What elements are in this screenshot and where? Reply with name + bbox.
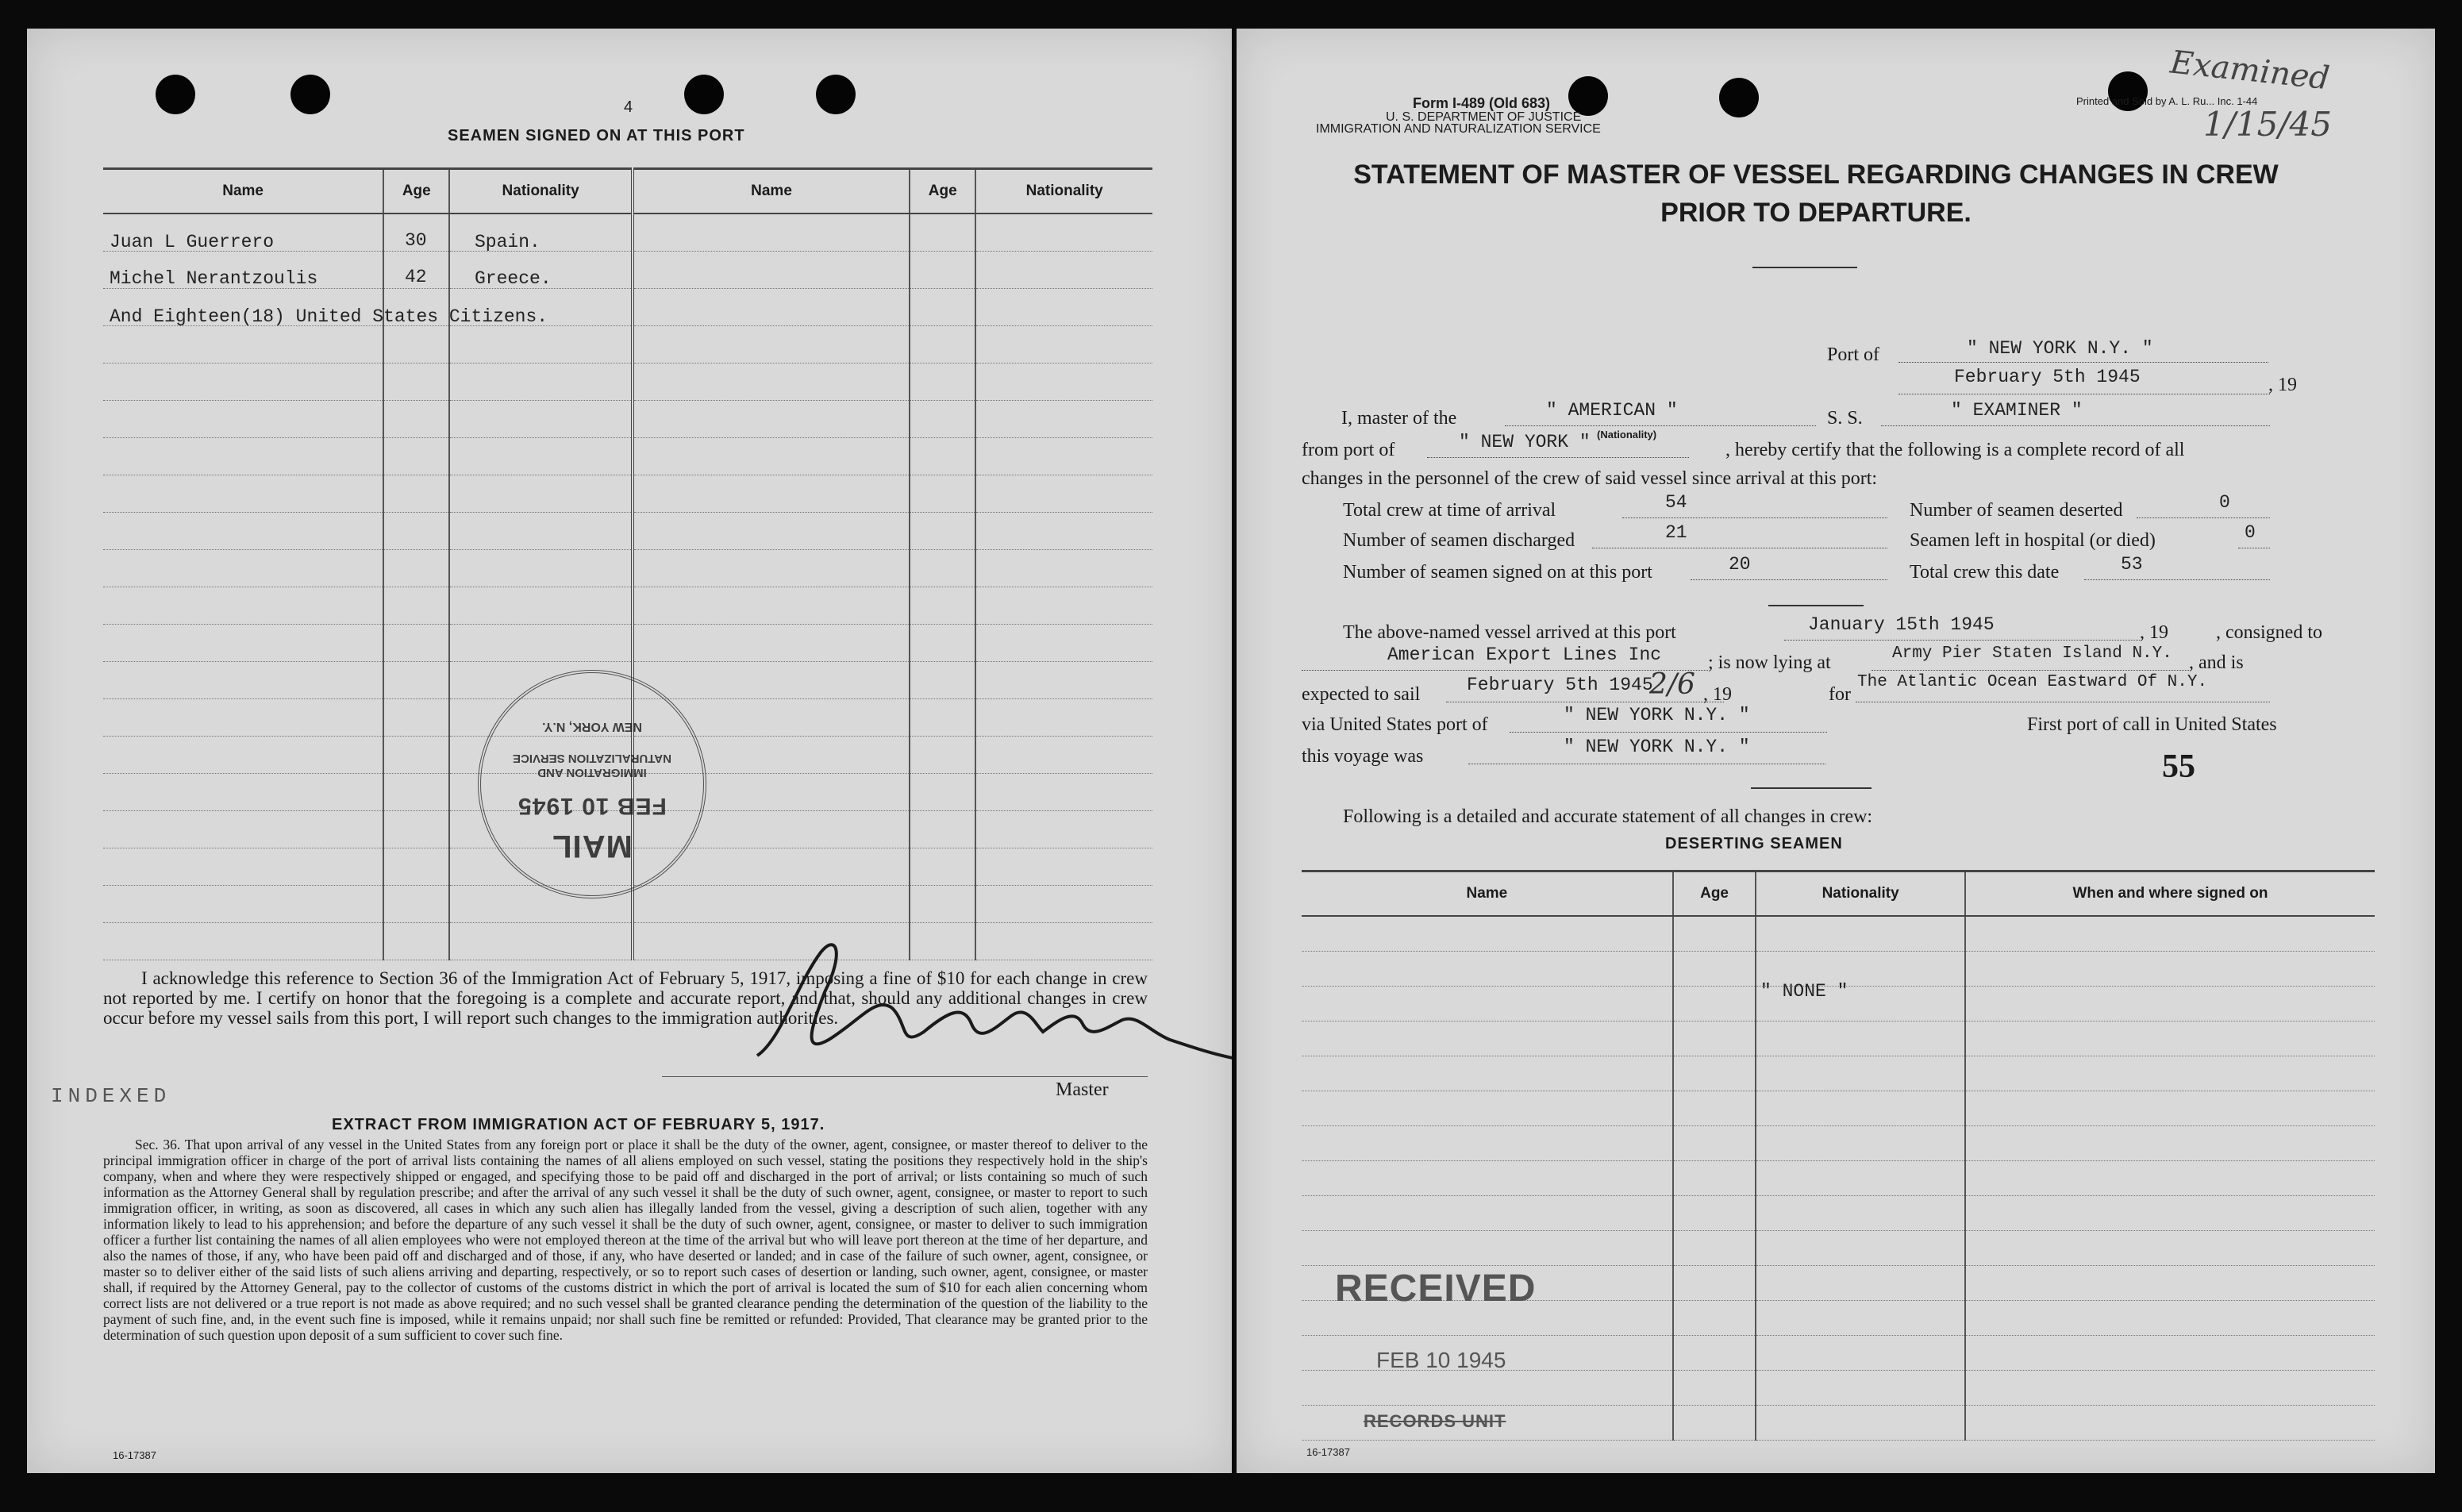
table-cell <box>1965 1301 2375 1336</box>
table-cell <box>975 550 1152 587</box>
table-cell <box>910 513 975 550</box>
form-title <box>1308 156 2324 232</box>
deserting-col-signed-on: When and where signed on <box>1965 871 2375 917</box>
examined-note: Examined <box>2168 44 2332 98</box>
first-port-label: First port of call in United States <box>2027 714 2277 735</box>
acknowledgement-text: I acknowledge this reference to Section 36 of the Immigration Act of February 5, 1917, imposing a fine of $10 for each change in crew not reported by me. I certify on honor that the foregoing is a complete and accurate report, and that, should any additional changes in crew occur before my vessel sails from this port, I will report such changes to the immigration authorities. <box>103 968 1148 1028</box>
table-cell <box>383 774 449 811</box>
table-cell <box>449 625 633 662</box>
table-cell <box>910 475 975 513</box>
table-cell <box>103 326 383 364</box>
certify-text: , hereby certify that the following is a complete record of all <box>1725 440 2185 460</box>
table-cell <box>975 214 1152 252</box>
table-cell <box>1302 1126 1673 1161</box>
total-crew-date-label: Total crew this date <box>1910 562 2060 583</box>
table-cell <box>975 811 1152 848</box>
arrival-year-suffix: , 19 <box>2140 622 2168 643</box>
table-cell <box>1756 1161 1965 1196</box>
table-cell <box>383 401 449 438</box>
this-voyage-label: this voyage was <box>1302 746 1424 767</box>
table-cell <box>1965 1056 2375 1091</box>
table-cell <box>910 811 975 848</box>
table-cell <box>975 401 1152 438</box>
table-row <box>1302 1021 2375 1056</box>
table-cell <box>910 289 975 326</box>
seamen-discharged-label: Number of seamen discharged <box>1343 530 1575 551</box>
punch-hole <box>156 75 195 114</box>
table-cell <box>1673 1336 1756 1371</box>
table-cell <box>103 848 383 886</box>
table-cell <box>975 774 1152 811</box>
table-cell <box>1302 1371 1673 1406</box>
postmark-service: IMMIGRATION AND NATURALIZATION SERVICE <box>513 752 672 779</box>
table-cell <box>1965 916 2375 952</box>
table-cell <box>449 513 633 550</box>
table-cell <box>1673 1021 1756 1056</box>
table-cell <box>633 438 910 475</box>
table-cell <box>975 289 1152 326</box>
table-cell <box>1756 1021 1965 1056</box>
table-cell <box>975 513 1152 550</box>
table-cell <box>910 662 975 699</box>
date-value: February 5th 1945 <box>1954 367 2141 387</box>
table-row <box>1302 1371 2375 1406</box>
table-cell <box>1965 1266 2375 1301</box>
indexed-stamp: INDEXED <box>51 1084 171 1108</box>
nationality-line <box>1505 425 1816 426</box>
table-cell <box>1756 1266 1965 1301</box>
table-cell <box>1673 1161 1756 1196</box>
deserting-col-name: Name <box>1302 871 1673 917</box>
table-cell <box>633 364 910 401</box>
extract-title: EXTRACT FROM IMMIGRATION ACT OF FEBRUARY 5, 1917. <box>332 1116 825 1133</box>
master-signature-line <box>662 1076 1148 1077</box>
col-header-age-2: Age <box>910 169 975 214</box>
port-of-label: Port of <box>1827 344 1879 365</box>
table-cell <box>103 662 383 699</box>
changes-text: changes in the personnel of the crew of said vessel since arrival at this port: <box>1302 468 1878 489</box>
table-row <box>1302 1091 2375 1126</box>
table-cell <box>1756 1301 1965 1336</box>
sail-year-suffix: , 19 <box>1703 684 1732 705</box>
table-row <box>1302 1231 2375 1266</box>
table-cell <box>975 475 1152 513</box>
table-cell <box>1302 1196 1673 1231</box>
table-cell <box>910 438 975 475</box>
table-cell <box>975 848 1152 886</box>
form-code: 16-17387 <box>1306 1446 1350 1458</box>
table-cell <box>910 699 975 737</box>
table-cell <box>449 587 633 625</box>
from-port-line <box>1427 457 1689 458</box>
table-cell <box>1673 1406 1756 1441</box>
punch-hole <box>290 75 330 114</box>
via-port-value: " NEW YORK N.Y. " <box>1564 705 1750 725</box>
table-row <box>103 475 1152 513</box>
punch-hole <box>1719 78 1759 117</box>
table-cell <box>633 625 910 662</box>
postmark-city: NEW YORK, N.Y. <box>542 720 642 733</box>
table-cell <box>449 923 633 960</box>
nationality-value: " AMERICAN " <box>1546 400 1678 421</box>
right-page <box>1237 29 2435 1473</box>
table-cell <box>910 401 975 438</box>
crew-age-2: 42 <box>405 267 427 287</box>
table-cell <box>383 886 449 923</box>
total-crew-arrival-value: 54 <box>1665 492 1687 513</box>
table-cell <box>1756 1091 1965 1126</box>
table-cell <box>1965 1406 2375 1441</box>
table-cell <box>1302 1021 1673 1056</box>
table-row <box>1302 916 2375 952</box>
left-page <box>27 29 1232 1473</box>
table-cell <box>975 625 1152 662</box>
table-cell <box>1756 1126 1965 1161</box>
printer-line: Printed and Sold by A. L. Ru... Inc. 1-44 <box>2076 95 2258 107</box>
table-row <box>103 364 1152 401</box>
table-cell <box>633 326 910 364</box>
port-value: " NEW YORK N.Y. " <box>1967 338 2153 359</box>
table-cell <box>383 513 449 550</box>
table-cell <box>1965 952 2375 987</box>
table-cell <box>1965 987 2375 1021</box>
table-cell <box>449 438 633 475</box>
table-cell <box>1756 1056 1965 1091</box>
table-cell <box>449 550 633 587</box>
table-cell <box>449 364 633 401</box>
destination-value: The Atlantic Ocean Eastward Of N.Y. <box>1857 673 2208 691</box>
table-cell <box>910 550 975 587</box>
table-row <box>103 326 1152 364</box>
table-cell <box>910 848 975 886</box>
nationality-caption: (Nationality) <box>1597 429 1657 441</box>
table-cell <box>383 364 449 401</box>
total-crew-date-value: 53 <box>2121 554 2143 575</box>
table-cell <box>633 587 910 625</box>
deserting-col-nationality: Nationality <box>1756 871 1965 917</box>
via-port-label: via United States port of <box>1302 714 1488 735</box>
master-signature <box>725 921 1232 1095</box>
seamen-signed-on-label: Number of seamen signed on at this port <box>1343 562 1652 583</box>
table-cell <box>1965 1126 2375 1161</box>
seamen-deserted-line <box>2137 517 2270 518</box>
table-cell <box>103 625 383 662</box>
seamen-hospital-value: 0 <box>2245 522 2256 543</box>
table-cell <box>103 513 383 550</box>
table-cell <box>103 401 383 438</box>
additional-citizens: And Eighteen(18) United States Citizens. <box>110 306 548 327</box>
table-cell <box>383 438 449 475</box>
table-cell <box>633 662 910 699</box>
examined-date: 1/15/45 <box>2203 105 2332 144</box>
table-cell <box>103 699 383 737</box>
table-cell <box>1965 1161 2375 1196</box>
table-cell <box>103 550 383 587</box>
table-cell <box>103 923 383 960</box>
table-cell <box>1965 1091 2375 1126</box>
col-header-nationality-2: Nationality <box>975 169 1152 214</box>
table-cell <box>1302 1231 1673 1266</box>
table-cell <box>383 848 449 886</box>
table-cell <box>383 737 449 774</box>
master-label: Master <box>1056 1079 1109 1100</box>
expected-sail-label: expected to sail <box>1302 684 1421 705</box>
port-line <box>1898 362 2268 363</box>
table-cell <box>449 326 633 364</box>
table-cell <box>975 326 1152 364</box>
table-cell <box>383 587 449 625</box>
page-number-stamp: 55 <box>2162 748 2195 785</box>
master-of-label: I, master of the <box>1341 408 1457 429</box>
table-cell <box>1673 1266 1756 1301</box>
ss-label: S. S. <box>1827 408 1863 429</box>
table-cell <box>1302 1161 1673 1196</box>
deserting-none-value: " NONE " <box>1760 981 1848 1002</box>
table-cell <box>1756 1336 1965 1371</box>
lying-at-value: Army Pier Staten Island N.Y. <box>1892 644 2172 663</box>
table-cell <box>910 326 975 364</box>
table-row <box>1302 1161 2375 1196</box>
punch-hole <box>816 75 856 114</box>
table-row <box>103 438 1152 475</box>
table-cell <box>910 252 975 289</box>
service-line: IMMIGRATION AND NATURALIZATION SERVICE <box>1316 122 1601 136</box>
table-cell <box>975 364 1152 401</box>
sail-date-note: 2/6 <box>1649 668 1695 701</box>
table-cell <box>633 550 910 587</box>
col-header-nationality: Nationality <box>449 169 633 214</box>
page-number: 4 <box>624 98 633 116</box>
table-cell <box>975 587 1152 625</box>
table-cell <box>103 475 383 513</box>
table-cell <box>1673 1056 1756 1091</box>
table-cell <box>1965 1231 2375 1266</box>
table-cell <box>449 401 633 438</box>
consignee-value: American Export Lines Inc <box>1387 644 1662 665</box>
crew-nationality-1: Spain. <box>475 232 540 252</box>
table-cell <box>103 886 383 923</box>
arrival-date-line <box>1784 640 2140 641</box>
consigned-label: , consigned to <box>2216 622 2322 643</box>
postmark-date: FEB 10 1945 <box>517 793 667 819</box>
table-cell <box>910 886 975 923</box>
table-cell <box>1673 1371 1756 1406</box>
table-row <box>103 587 1152 625</box>
crew-name-2: Michel Nerantzoulis <box>110 268 318 289</box>
table-cell <box>633 214 910 252</box>
vessel-value: " EXAMINER " <box>1951 400 2083 421</box>
table-cell <box>1756 1371 1965 1406</box>
crew-age-1: 30 <box>405 230 427 251</box>
from-port-value: " NEW YORK " <box>1459 432 1591 452</box>
following-label: Following is a detailed and accurate statement of all changes in crew: <box>1343 806 1873 827</box>
table-cell <box>633 475 910 513</box>
table-cell <box>383 550 449 587</box>
table-cell <box>633 513 910 550</box>
following-rule <box>1751 787 1872 789</box>
seamen-deserted-label: Number of seamen deserted <box>1910 500 2123 521</box>
table-row <box>1302 1126 2375 1161</box>
table-cell <box>910 625 975 662</box>
table-cell <box>1673 1231 1756 1266</box>
table-cell <box>383 811 449 848</box>
table-cell <box>1756 1196 1965 1231</box>
form-code: 16-17387 <box>113 1449 156 1461</box>
table-cell <box>1673 1091 1756 1126</box>
table-cell <box>910 737 975 774</box>
table-cell <box>1965 1196 2375 1231</box>
table-cell <box>103 438 383 475</box>
col-header-name: Name <box>103 169 383 214</box>
received-stamp-date: FEB 10 1945 <box>1376 1348 1506 1372</box>
table-cell <box>449 475 633 513</box>
table-row <box>103 625 1152 662</box>
table-cell <box>1673 1301 1756 1336</box>
table-cell <box>910 364 975 401</box>
table-cell <box>1756 1231 1965 1266</box>
table-cell <box>975 438 1152 475</box>
counts-rule <box>1768 605 1864 606</box>
received-stamp-title: RECEIVED <box>1335 1268 1537 1310</box>
table-row <box>103 550 1152 587</box>
table-cell <box>103 737 383 774</box>
table-cell <box>1302 1056 1673 1091</box>
total-crew-arrival-line <box>1622 517 1887 518</box>
table-cell <box>1965 1021 2375 1056</box>
table-cell <box>633 252 910 289</box>
deserting-col-age: Age <box>1673 871 1756 917</box>
extract-text: Sec. 36. That upon arrival of any vessel in the United States from any foreign port or place it shall be the duty of the owner, agent, consignee, or master thereof to deliver to the principal immigration officer in charge of the port of arrival lists containing the names of all aliens employed on such vessel, stating the positions they respectively hold in the ship's company, when and where they were respectively shipped or engaged, and specifying those to be paid off and discharged in the port of arrival; or lists containing so much of such information as the Attorney General shall by regulation prescribe; and after the arrival of any such vessel it shall be the duty of such owner, agent, consignee, or master to report to such immigration officer, in writing, as soon as discovered, all cases in which any such alien has illegally landed from the vessel, giving a description of such alien, together with any information likely to lead to his apprehension; and before the departure of any such vessel it shall be the duty of such owner, agent, consignee, or master to deliver to such immigration officer a further list containing the names of all alien employees who were not employed thereon at the time of the arrival but who will leave port thereon at the time of her departure, and also the names of those, if any, who have been paid off and discharged and of those, if any, who have deserted or landed; and in case of the failure of such owner, agent, consignee, or master so to deliver either of the said lists of such aliens arriving and departing, respectively, or so to report such cases of desertion or landing, such owner, agent, consignee, or master shall, if required by the Attorney General, pay to the collector of customs of the customs district in which the port of arrival is located the sum of $10 for each alien concerning whom correct lists are not delivered or a true report is not made as above required; and no such vessel shall be granted clearance pending the determination of the question of the liability to the payment of such fine, and, in the event such fine is imposed, while it remains unpaid; nor shall such fine be remitted or refunded: Provided, That clearance may be granted prior to the determination of such question upon deposit of a sum sufficient to cover such fine. <box>103 1137 1148 1343</box>
table-cell <box>1302 987 1673 1021</box>
table-cell <box>103 774 383 811</box>
table-cell <box>1302 916 1673 952</box>
table-cell <box>103 587 383 625</box>
consignee-line <box>1302 670 1708 671</box>
table-cell <box>975 886 1152 923</box>
total-crew-date-line <box>2084 579 2270 580</box>
table-cell <box>383 699 449 737</box>
arrived-label: The above-named vessel arrived at this port <box>1343 622 1676 643</box>
table-cell <box>975 662 1152 699</box>
table-row <box>103 513 1152 550</box>
table-cell <box>383 625 449 662</box>
table-cell <box>1756 1406 1965 1441</box>
crew-name-1: Juan L Guerrero <box>110 232 275 252</box>
table-cell <box>1673 916 1756 952</box>
seamen-deserted-value: 0 <box>2219 492 2230 513</box>
arrival-date-value: January 15th 1945 <box>1808 614 1995 635</box>
seamen-hospital-label: Seamen left in hospital (or died) <box>1910 530 2156 551</box>
title-rule <box>1752 267 1857 268</box>
received-stamp-unit: RECORDS UNIT <box>1364 1411 1506 1431</box>
first-port-value: " NEW YORK N.Y. " <box>1564 737 1750 757</box>
table-cell <box>633 401 910 438</box>
table-cell <box>1673 1126 1756 1161</box>
form-title-line2: PRIOR TO DEPARTURE. <box>1660 198 1972 228</box>
for-label: for <box>1829 684 1851 705</box>
total-crew-arrival-label: Total crew at time of arrival <box>1343 500 1556 521</box>
table-cell <box>910 587 975 625</box>
section-title: SEAMEN SIGNED ON AT THIS PORT <box>448 127 745 144</box>
table-cell <box>975 699 1152 737</box>
table-cell <box>633 886 910 923</box>
mail-postmark <box>478 670 706 898</box>
deserting-title: DESERTING SEAMEN <box>1665 835 1843 852</box>
table-cell <box>1673 987 1756 1021</box>
seamen-signed-on-line <box>1691 579 1887 580</box>
table-cell <box>383 326 449 364</box>
via-port-line <box>1510 732 1827 733</box>
from-port-label: from port of <box>1302 440 1395 460</box>
table-cell <box>975 737 1152 774</box>
table-cell <box>383 923 449 960</box>
lying-at-label: ; is now lying at <box>1708 652 1831 673</box>
table-cell <box>633 289 910 326</box>
col-header-name-2: Name <box>633 169 910 214</box>
table-cell <box>383 475 449 513</box>
table-cell <box>103 364 383 401</box>
punch-hole <box>684 75 724 114</box>
table-cell <box>1302 952 1673 987</box>
table-cell <box>1965 1371 2375 1406</box>
crew-nationality-2: Greece. <box>475 268 552 289</box>
table-cell <box>975 252 1152 289</box>
table-cell <box>103 811 383 848</box>
table-cell <box>910 774 975 811</box>
table-cell <box>1756 916 1965 952</box>
table-cell <box>1302 1091 1673 1126</box>
form-title-line1: STATEMENT OF MASTER OF VESSEL REGARDING CHANGES IN CREW <box>1353 160 2279 190</box>
sail-date-value: February 5th 1945 <box>1467 675 1653 695</box>
table-cell <box>910 214 975 252</box>
seamen-signed-on-value: 20 <box>1729 554 1751 575</box>
vessel-line <box>1881 425 2270 426</box>
year-suffix: , 19 <box>2268 375 2297 395</box>
table-row <box>1302 1056 2375 1091</box>
table-cell <box>383 662 449 699</box>
table-row <box>1302 1196 2375 1231</box>
postmark-mail: MAIL <box>552 829 633 864</box>
department-line: U. S. DEPARTMENT OF JUSTICE <box>1386 110 1582 124</box>
table-cell <box>1673 952 1756 987</box>
form-number: Form I-489 (Old 683) <box>1413 95 1551 111</box>
table-cell <box>1673 1196 1756 1231</box>
col-header-age: Age <box>383 169 449 214</box>
and-is-label: , and is <box>2189 652 2244 673</box>
table-row <box>103 401 1152 438</box>
seamen-discharged-value: 21 <box>1665 522 1687 543</box>
table-cell <box>1965 1336 2375 1371</box>
lying-at-line <box>1872 670 2189 671</box>
